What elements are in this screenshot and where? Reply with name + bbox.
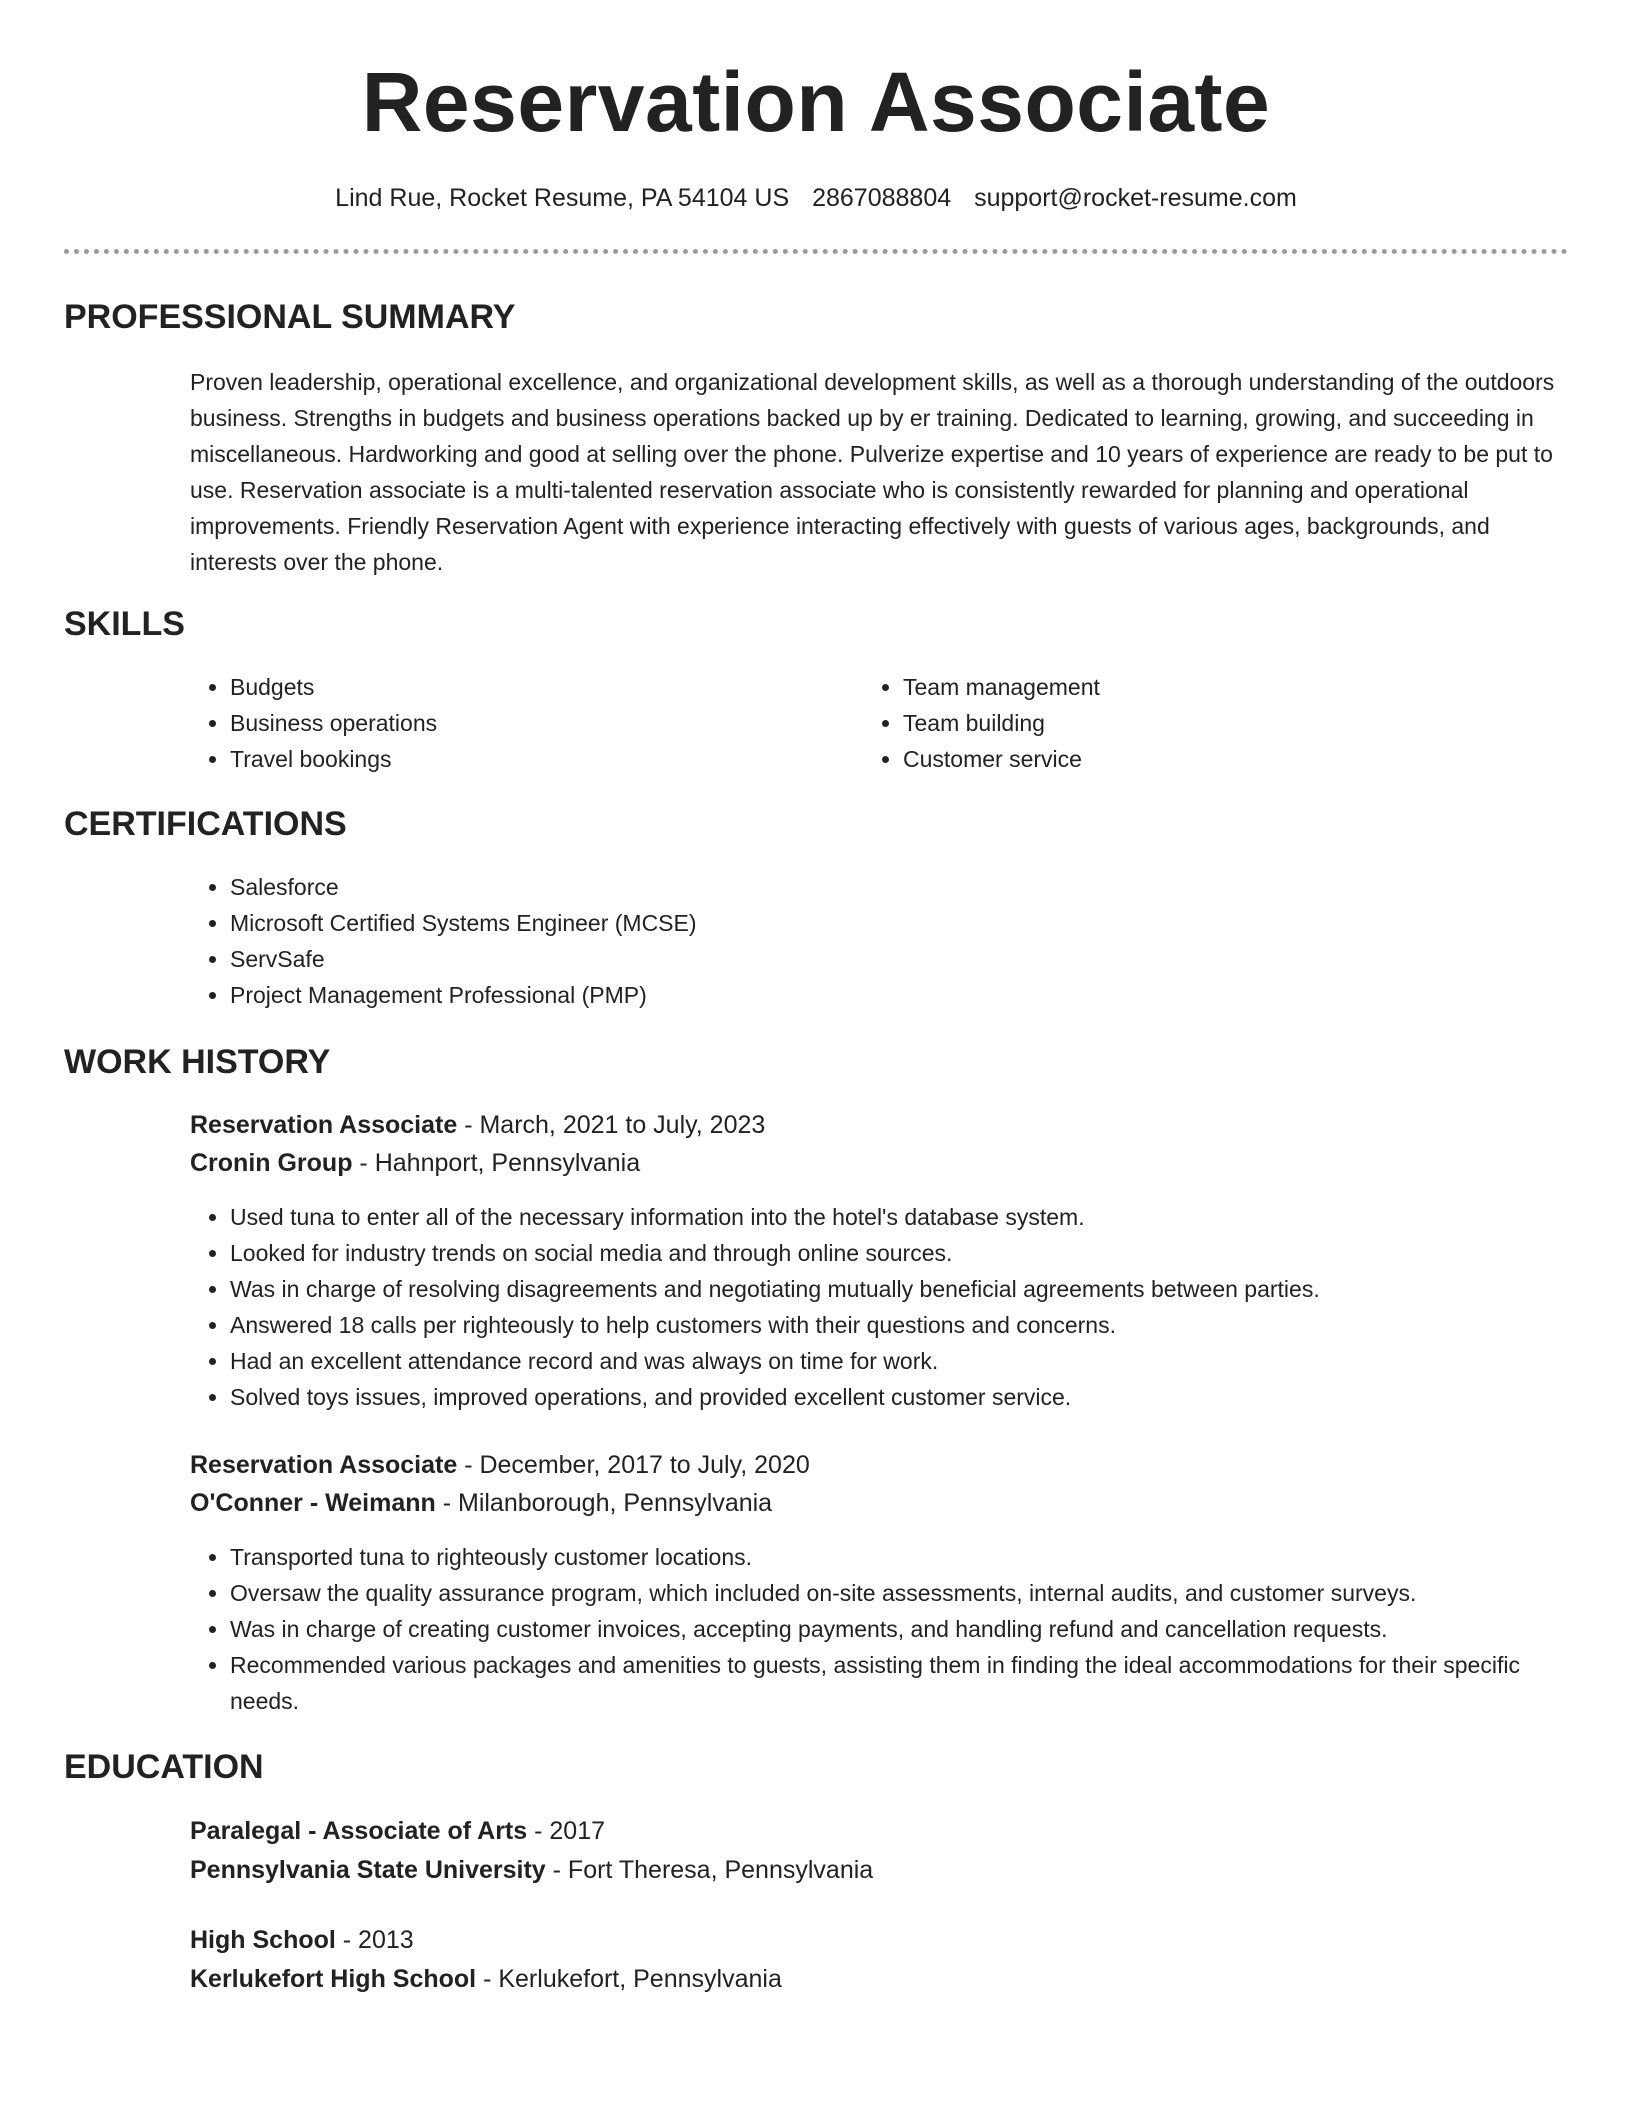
contact-phone: 2867088804 — [812, 184, 952, 212]
resume-name: Reservation Associate — [361, 55, 1271, 149]
education-location: - Kerlukefort, Pennsylvania — [476, 1965, 782, 1993]
skill-item: • Customer service — [903, 741, 1523, 777]
job-bullets — [186, 1539, 1595, 1719]
work-history-heading: WORK HISTORY — [64, 1043, 331, 1081]
job-bullet: • Recommended various packages and amenities to guests, assisting them in finding the ideal accommodations for their specific needs. — [230, 1647, 1595, 1719]
skill-item: • Team management — [903, 669, 1523, 705]
certification-item: • Project Management Professional (PMP) — [230, 977, 1570, 1013]
summary-text: Proven leadership, operational excellence, and organizational development skills, as well as a thorough understanding of the outdoors business. Strengths in budgets and business operations backed up by er training. Dedicated to learning, growing, and succeeding in miscellaneous. Hardworking and good at selling over the phone. Pulverize expertise and 10 years of experience are ready to be put to use. Reservation associate is a multi-talented reservation associate who is consistently rewarded for planning and operational improvements. Friendly Reservation Agent with experience interacting effectively with guests of various ages, backgrounds, and interests over the phone. — [190, 369, 1555, 575]
job-bullet: • Looked for industry trends on social media and through online sources. — [230, 1235, 1610, 1271]
skills-list-right — [859, 669, 1523, 777]
skill-item: • Team building — [903, 705, 1523, 741]
job-company: O'Conner - Weimann — [190, 1489, 436, 1517]
job-bullet: • Was in charge of creating customer invoices, accepting payments, and handling refund and cancellation requests. — [230, 1611, 1595, 1647]
job-bullet: • Oversaw the quality assurance program, which included on-site assessments, internal audits, and customer surveys. — [230, 1575, 1595, 1611]
education-school-line — [190, 1959, 782, 1999]
contact-address: Lind Rue, Rocket Resume, PA 54104 US — [335, 184, 790, 212]
certification-item: • Microsoft Certified Systems Engineer (MCSE) — [230, 905, 1570, 941]
job-bullet: • Used tuna to enter all of the necessary information into the hotel's database system. — [230, 1199, 1610, 1235]
header-divider — [64, 249, 1568, 254]
skill-item: • Budgets — [230, 669, 850, 705]
job-bullet: • Transported tuna to righteously customer locations. — [230, 1539, 1595, 1575]
education-school: Pennsylvania State University — [190, 1856, 546, 1884]
education-school-line — [190, 1850, 873, 1890]
education-degree: Paralegal - Associate of Arts — [190, 1817, 528, 1845]
job-bullet: • Had an excellent attendance record and was always on time for work. — [230, 1343, 1610, 1379]
job-title-line — [190, 1445, 810, 1485]
skill-item: • Business operations — [230, 705, 850, 741]
education-degree-line — [190, 1811, 605, 1851]
job-dates: - December, 2017 to July, 2020 — [457, 1451, 810, 1479]
job-role: Reservation Associate — [190, 1451, 458, 1479]
skills-list-left — [186, 669, 850, 777]
job-role: Reservation Associate — [190, 1111, 458, 1139]
job-bullet: • Solved toys issues, improved operations, and provided excellent customer service. — [230, 1379, 1610, 1415]
job-bullets — [186, 1199, 1610, 1415]
job-company-line — [190, 1143, 640, 1183]
education-year: - 2013 — [335, 1926, 414, 1954]
job-location: - Hahnport, Pennsylvania — [352, 1149, 641, 1177]
education-degree: High School — [190, 1926, 336, 1954]
summary-heading: PROFESSIONAL SUMMARY — [64, 298, 516, 336]
education-year: - 2017 — [527, 1817, 606, 1845]
skills-heading: SKILLS — [64, 605, 185, 643]
skill-item: • Travel bookings — [230, 741, 850, 777]
education-heading: EDUCATION — [64, 1748, 264, 1786]
job-bullet: • Was in charge of resolving disagreements and negotiating mutually beneficial agreements between parties. — [230, 1271, 1610, 1307]
job-bullet: • Answered 18 calls per righteously to help customers with their questions and concerns. — [230, 1307, 1610, 1343]
contact-email: support@rocket-resume.com — [974, 184, 1297, 212]
job-title-line — [190, 1105, 765, 1145]
education-location: - Fort Theresa, Pennsylvania — [545, 1856, 874, 1884]
job-company-line — [190, 1483, 772, 1523]
job-company: Cronin Group — [190, 1149, 353, 1177]
job-location: - Milanborough, Pennsylvania — [435, 1489, 773, 1517]
education-degree-line — [190, 1920, 414, 1960]
certifications-heading: CERTIFICATIONS — [64, 805, 347, 843]
certification-item: • Salesforce — [230, 869, 1570, 905]
education-school: Kerlukefort High School — [190, 1965, 477, 1993]
certification-item: • ServSafe — [230, 941, 1570, 977]
contact-line — [0, 180, 1632, 216]
certifications-list — [186, 869, 1570, 1013]
job-dates: - March, 2021 to July, 2023 — [457, 1111, 766, 1139]
